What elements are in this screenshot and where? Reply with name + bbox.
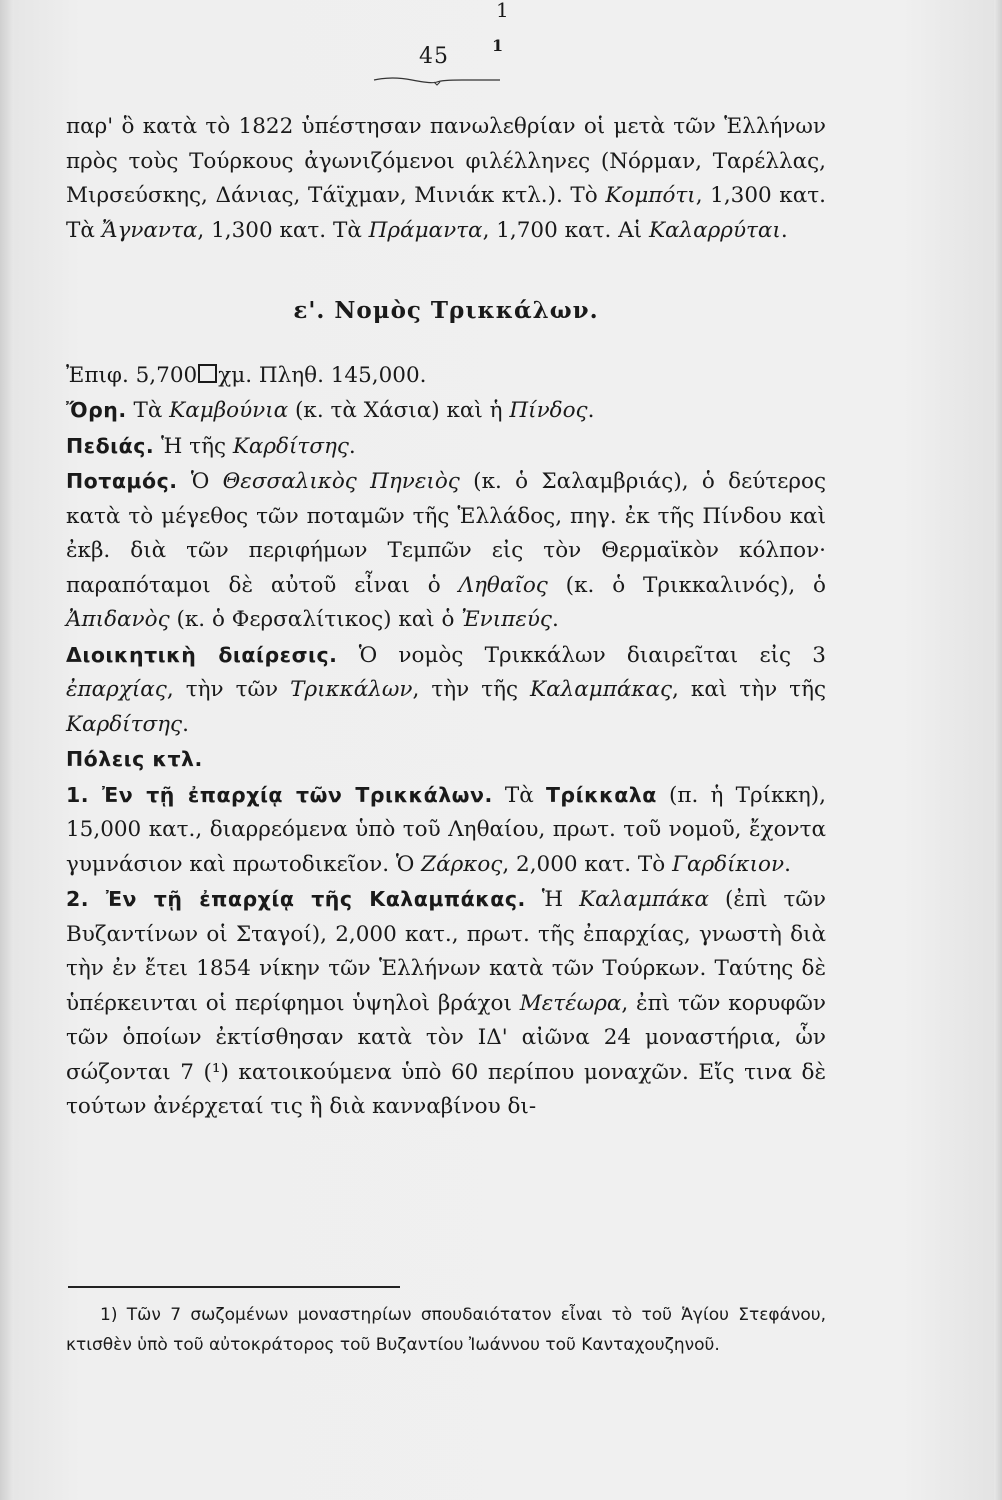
pedias-text: . <box>348 433 356 459</box>
place-kalarrytai: Καλαρρύται <box>648 217 781 243</box>
section-heading: ε'. Νομὸς Τρικκάλων. <box>293 297 599 324</box>
eparchia1-text: , 2,000 κατ. Τὸ <box>502 851 673 877</box>
population: Πληθ. 145,000. <box>252 362 427 388</box>
place-pramanta: Πράμαντα <box>368 217 483 243</box>
footnote-text: 1) Τῶν 7 σωζομένων μοναστηρίων σπουδαιότατον εἶναι τὸ τοῦ Ἁγίου Στεφάνου, κτισθὲν ὑπὸ τοῦ αὐτοκράτορος τοῦ Βυζαντίου Ἰωάννου τοῦ Κανταχουζηνοῦ. <box>66 1305 826 1355</box>
square-icon <box>198 364 217 383</box>
dioikisi-paragraph <box>66 638 826 743</box>
poleis-label: Πόλεις κτλ. <box>66 747 203 771</box>
dioikisi-eparchias: ἐπαρχίας <box>66 677 167 702</box>
eparchia1-label: 1. Ἐν τῇ ἐπαρχίᾳ τῶν Τρικκάλων. <box>66 782 493 807</box>
potamos-text: (κ. ὁ Σαλαμβριάς), ὁ δεύτερος κατὰ τὸ μέγεθος τῶν ποταμῶν τῆς Ἑλλάδος, πηγ. ἐκ τῆς Πίνδου καὶ ἐκβ. διὰ τῶν περιφήμων Τεμπῶν εἰς τὸν Θερμαϊκὸν κόλπον· παραπόταμοι δὲ αὐτοῦ εἶναι ὁ <box>66 469 826 598</box>
eparchia2-label: 2. Ἐν τῇ ἐπαρχίᾳ τῆς Καλαμπάκας. <box>66 887 526 911</box>
place-komboti: Κομπότι <box>605 183 696 208</box>
eparchia1-text: . <box>784 851 791 877</box>
ori-label: Ὄρη. <box>66 398 127 422</box>
eparchia1-text: (π. ἡ Τρίκκη), 15,000 κατ., διαρρεόμενα ὑπὸ τοῦ Ληθαίου, πρωτ. τοῦ νομοῦ, ἔχοντα γυμνάσιον καὶ πρωτοδικεῖον. Ὁ <box>66 782 826 877</box>
dioikisi-trikkalon: Τρικκάλων <box>290 677 413 702</box>
eparchia1-paragraph <box>66 778 826 883</box>
place-meteora: Μετέωρα <box>519 990 622 1016</box>
header-ornament-icon <box>372 74 502 86</box>
eparchia2-text: , ἐπὶ τῶν κορυφῶν τῶν ὁποίων ἐκτίσθησαν κατὰ τὸν ΙΔ' αἰῶνα 24 μοναστήρια, ὧν σώζονται 7 (¹) κατοικούμενα ὑπὸ 60 περίπου μοναχῶν. Εἴς τινα δὲ τούτων ἀνέρχεταί τις ἢ διὰ κανναβίνου δι- <box>66 990 826 1119</box>
river-enipefs: Ἐνιπεύς <box>461 607 552 632</box>
mountain-pindos: Πίνδος <box>509 398 588 423</box>
pedias-line <box>66 429 826 465</box>
potamos-label: Ποταμός. <box>66 469 178 493</box>
eparchia2-text: Ἡ <box>525 887 580 912</box>
town-gardikion: Γαρδίκιον <box>672 851 785 877</box>
river-lithaios: Ληθαῖος <box>458 572 548 598</box>
intro-text: , 1,700 κατ. Αἱ <box>482 217 649 243</box>
pedias-label: Πεδιάς. <box>66 433 155 458</box>
town-zarkos: Ζάρκος <box>421 851 503 877</box>
dioikisi-text: , τὴν τῶν <box>166 677 291 702</box>
potamos-text: . <box>551 607 559 632</box>
potamos-text: (κ. ὁ Τρικκαλινός), ὁ <box>547 572 826 598</box>
mountain-kamvounia: Καμβούνια <box>169 398 289 423</box>
page-right-edge <box>994 0 1002 1500</box>
intro-text: παρ' ὃ κατὰ τὸ 1822 ὑπέστησαν πανωλεθρίαν οἱ μετὰ τῶν Ἑλλήνων πρὸς τοὺς Τούρκους ἀγωνιζόμενοι φιλέλληνες (Νόρμαν, Ταρέλλας, Μιρσεύσκης, Δάνιας, Τάϊχμαν, Μινιάκ κτλ.). Τὸ <box>66 114 826 208</box>
dioikisi-kalampakas: Καλαμπάκας <box>530 677 673 702</box>
dioikisi-text: , τὴν τῆς <box>412 677 531 702</box>
page-number: 45 <box>419 44 449 69</box>
dioikisi-text: . <box>182 711 189 737</box>
intro-text: . <box>780 217 788 243</box>
area-label: Ἐπιφ. 5,700 <box>66 362 198 388</box>
page-left-edge <box>0 0 14 1500</box>
intro-text: , 1,300 κατ. Τὰ <box>66 183 826 243</box>
plain-karditsis: Καρδίτσης <box>232 433 349 459</box>
page-body <box>66 110 826 1125</box>
corner-mark: 1 <box>496 0 509 22</box>
pedias-text: Ἡ τῆς <box>154 433 233 459</box>
town-kalampaka: Καλαμπάκα <box>579 887 710 912</box>
ori-text: . <box>587 398 595 423</box>
potamos-paragraph <box>66 464 826 638</box>
eparchia2-paragraph <box>66 882 826 1125</box>
dioikisi-label: Διοικητικὴ διαίρεσις. <box>66 642 338 667</box>
intro-text: , 1,300 κατ. Τὰ <box>197 217 369 243</box>
eparchia2-text: (ἐπὶ τῶν Βυζαντίνων οἱ Σταγοί), 2,000 κατ., πρωτ. τῆς ἐπαρχίας, γνωστὴ διὰ τὴν ἐν ἔτει 1854 νίκην τῶν Ἑλλήνων κατὰ τῶν Τούρκων. Ταύτης δὲ ὑπέρκεινται οἱ περίφημοι ὑψηλοὶ βράχοι <box>66 887 826 1016</box>
ori-line <box>66 393 826 429</box>
ori-text: Τὰ <box>126 398 170 423</box>
river-pineios: Θεσσαλικὸς Πηνειὸς <box>222 469 460 494</box>
poleis-line <box>66 742 826 778</box>
river-apidanos: Ἀπιδανὸς <box>66 607 170 632</box>
ori-text: (κ. τὰ Χάσια) καὶ ἡ <box>288 398 510 423</box>
potamos-text: (κ. ὁ Φερσαλίτικος) καὶ ὁ <box>169 607 462 632</box>
intro-paragraph <box>66 110 826 248</box>
page-mark: 1 <box>492 36 504 55</box>
footnote-divider <box>68 1286 400 1288</box>
place-agnanta: Ἄγναντα <box>101 217 198 243</box>
town-trikkala: Τρίκκαλα <box>545 782 657 807</box>
footnote <box>66 1300 826 1360</box>
eparchia1-text: Τὰ <box>492 782 546 808</box>
area-unit: χμ. <box>218 362 253 388</box>
dioikisi-text: , καὶ τὴν τῆς <box>672 677 826 702</box>
dioikisi-text: Ὁ νομὸς Τρικκάλων διαιρεῖται εἰς 3 <box>337 642 826 668</box>
potamos-text: Ὁ <box>177 469 223 494</box>
area-line <box>66 359 826 394</box>
dioikisi-karditsis: Καρδίτσης <box>66 711 183 737</box>
